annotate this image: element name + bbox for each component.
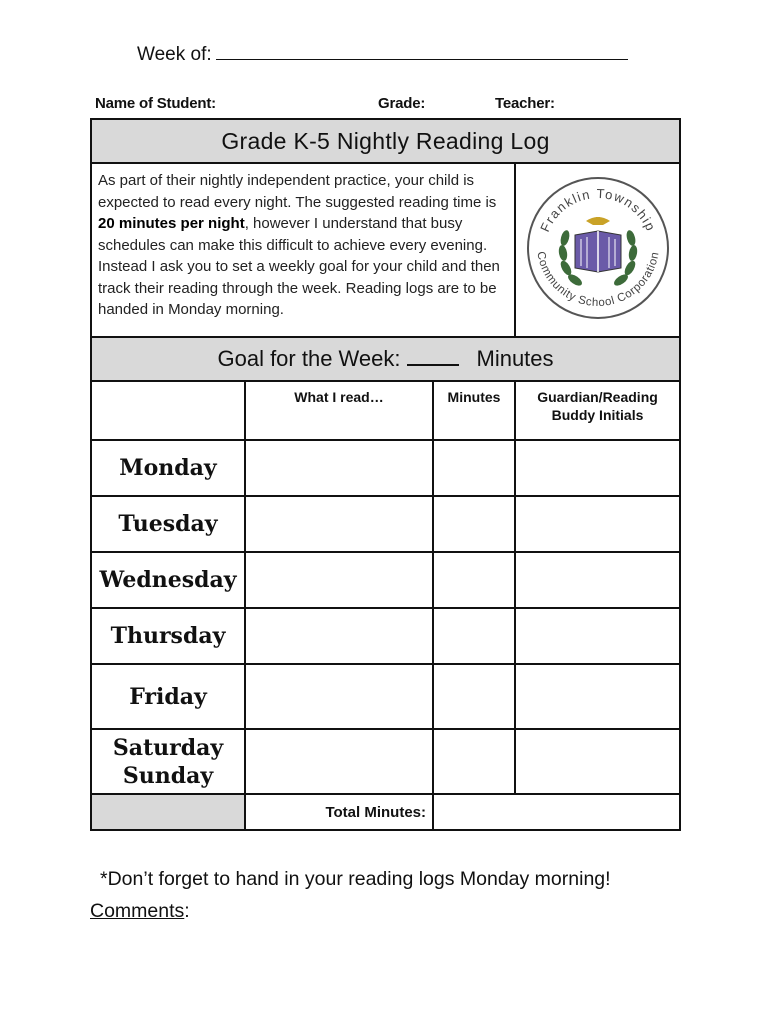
total-minutes-label: Total Minutes: (245, 794, 433, 830)
monday-what-read[interactable] (245, 440, 433, 496)
log-title: Grade K-5 Nightly Reading Log (91, 119, 680, 163)
reading-log-table (90, 118, 681, 831)
header-blank-cell (91, 381, 245, 440)
friday-what-read[interactable] (245, 664, 433, 729)
header-minutes: Minutes (433, 381, 515, 440)
monday-minutes[interactable] (433, 440, 515, 496)
reminder-text: *Don’t forget to hand in your reading logs Monday morning! (100, 868, 611, 890)
friday-minutes[interactable] (433, 664, 515, 729)
header-initials: Guardian/Reading Buddy Initials (515, 381, 680, 440)
friday-initials[interactable] (515, 664, 680, 729)
weekend-initials[interactable] (515, 729, 680, 794)
day-monday: Monday (91, 440, 245, 496)
thursday-initials[interactable] (515, 608, 680, 664)
logo-top-text: Franklin Township (536, 185, 659, 234)
goal-label: Goal for the Week: (217, 346, 401, 371)
tuesday-what-read[interactable] (245, 496, 433, 552)
logo-cell (515, 163, 680, 337)
total-row-blank (91, 794, 245, 830)
logo-bottom-text: Community School Corporation (533, 250, 662, 309)
day-sunday: Sunday (122, 762, 214, 789)
day-saturday: Saturday (112, 734, 224, 761)
header-what-read: What I read… (245, 381, 433, 440)
goal-row (91, 337, 680, 381)
day-tuesday: Tuesday (91, 496, 245, 552)
thursday-what-read[interactable] (245, 608, 433, 664)
day-friday: Friday (91, 664, 245, 729)
school-seal-logo (523, 173, 673, 323)
week-of-line (137, 44, 628, 66)
comments-line (90, 900, 190, 923)
comments-label: Comments (90, 900, 185, 922)
intro-text-bold: 20 minutes per night (98, 215, 245, 232)
wednesday-initials[interactable] (515, 552, 680, 608)
student-name-label: Name of Student: (95, 95, 216, 112)
wednesday-minutes[interactable] (433, 552, 515, 608)
weekend-minutes[interactable] (433, 729, 515, 794)
goal-unit: Minutes (476, 346, 554, 371)
total-minutes-field[interactable] (433, 794, 680, 830)
week-of-label: Week of: (137, 44, 212, 65)
weekend-what-read[interactable] (245, 729, 433, 794)
teacher-label: Teacher: (495, 95, 555, 112)
grade-label: Grade: (378, 95, 426, 112)
wednesday-what-read[interactable] (245, 552, 433, 608)
tuesday-initials[interactable] (515, 496, 680, 552)
tuesday-minutes[interactable] (433, 496, 515, 552)
day-thursday: Thursday (91, 608, 245, 664)
intro-paragraph (91, 163, 515, 337)
goal-blank[interactable] (407, 348, 459, 366)
monday-initials[interactable] (515, 440, 680, 496)
thursday-minutes[interactable] (433, 608, 515, 664)
day-wednesday: Wednesday (91, 552, 245, 608)
intro-text-2: , however I understand that busy schedules can make this difficult to achieve every evening. Instead I ask you to set a weekly goal for your child and then track their reading through the week. Reading logs are to be handed in Monday morning. (98, 215, 500, 318)
day-weekend (91, 729, 245, 794)
comments-colon: : (184, 900, 190, 922)
intro-text-1: As part of their nightly independent practice, your child is expected to read every night. The suggested reading time is (98, 172, 497, 211)
week-of-blank[interactable] (216, 45, 628, 60)
